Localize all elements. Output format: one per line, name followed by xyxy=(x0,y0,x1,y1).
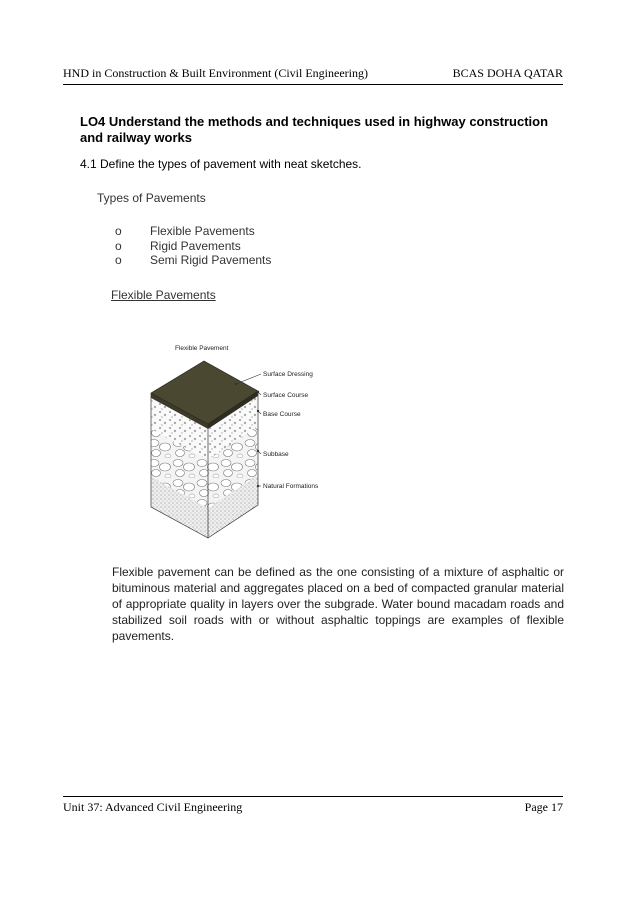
footer-page-number: Page 17 xyxy=(524,800,563,814)
section-title: 4.1 Define the types of pavement with neat sketches. xyxy=(80,157,362,171)
label-surface-dressing: Surface Dressing xyxy=(263,371,313,378)
label-surface-course: Surface Course xyxy=(263,392,309,399)
diagram-title: Flexible Pavement xyxy=(175,345,229,352)
flexible-pavements-heading: Flexible Pavements xyxy=(111,288,216,302)
bullet: o xyxy=(115,253,122,267)
page-footer xyxy=(63,800,563,814)
header-course-title: HND in Construction & Built Environment (Civil Engineering) xyxy=(63,66,368,80)
list-item-label: Rigid Pavements xyxy=(150,238,241,253)
flexible-pavement-paragraph: Flexible pavement can be defined as the one consisting of a mixture of asphaltic or bituminous material and aggregates placed on a bed of compacted granular material of appropriate quality in layers over the subgrade. Water bound macadam roads and stabilized soil roads with or without asphaltic toppings are examples of flexible pavements. xyxy=(112,565,564,643)
header-rule xyxy=(63,84,563,85)
label-subbase: Subbase xyxy=(263,451,289,458)
bullet: o xyxy=(115,224,122,238)
page-header xyxy=(63,66,563,80)
list-item-label: Flexible Pavements xyxy=(150,224,255,238)
pavement-types-list xyxy=(115,224,271,268)
learning-outcome-title: LO4 Understand the methods and techniques used in highway construction and railway works xyxy=(80,114,549,145)
bullet: o xyxy=(115,238,122,253)
label-natural-formations: Natural Formations xyxy=(263,483,319,490)
list-item xyxy=(115,253,271,268)
label-base-course: Base Course xyxy=(263,411,301,418)
list-item-label: Semi Rigid Pavements xyxy=(150,253,272,267)
footer-unit-title: Unit 37: Advanced Civil Engineering xyxy=(63,800,243,814)
flexible-pavement-diagram xyxy=(148,338,360,550)
types-heading: Types of Pavements xyxy=(97,191,206,205)
list-item xyxy=(115,239,271,254)
footer-rule xyxy=(63,796,563,797)
list-item xyxy=(115,224,271,239)
header-institution: BCAS DOHA QATAR xyxy=(452,66,563,80)
